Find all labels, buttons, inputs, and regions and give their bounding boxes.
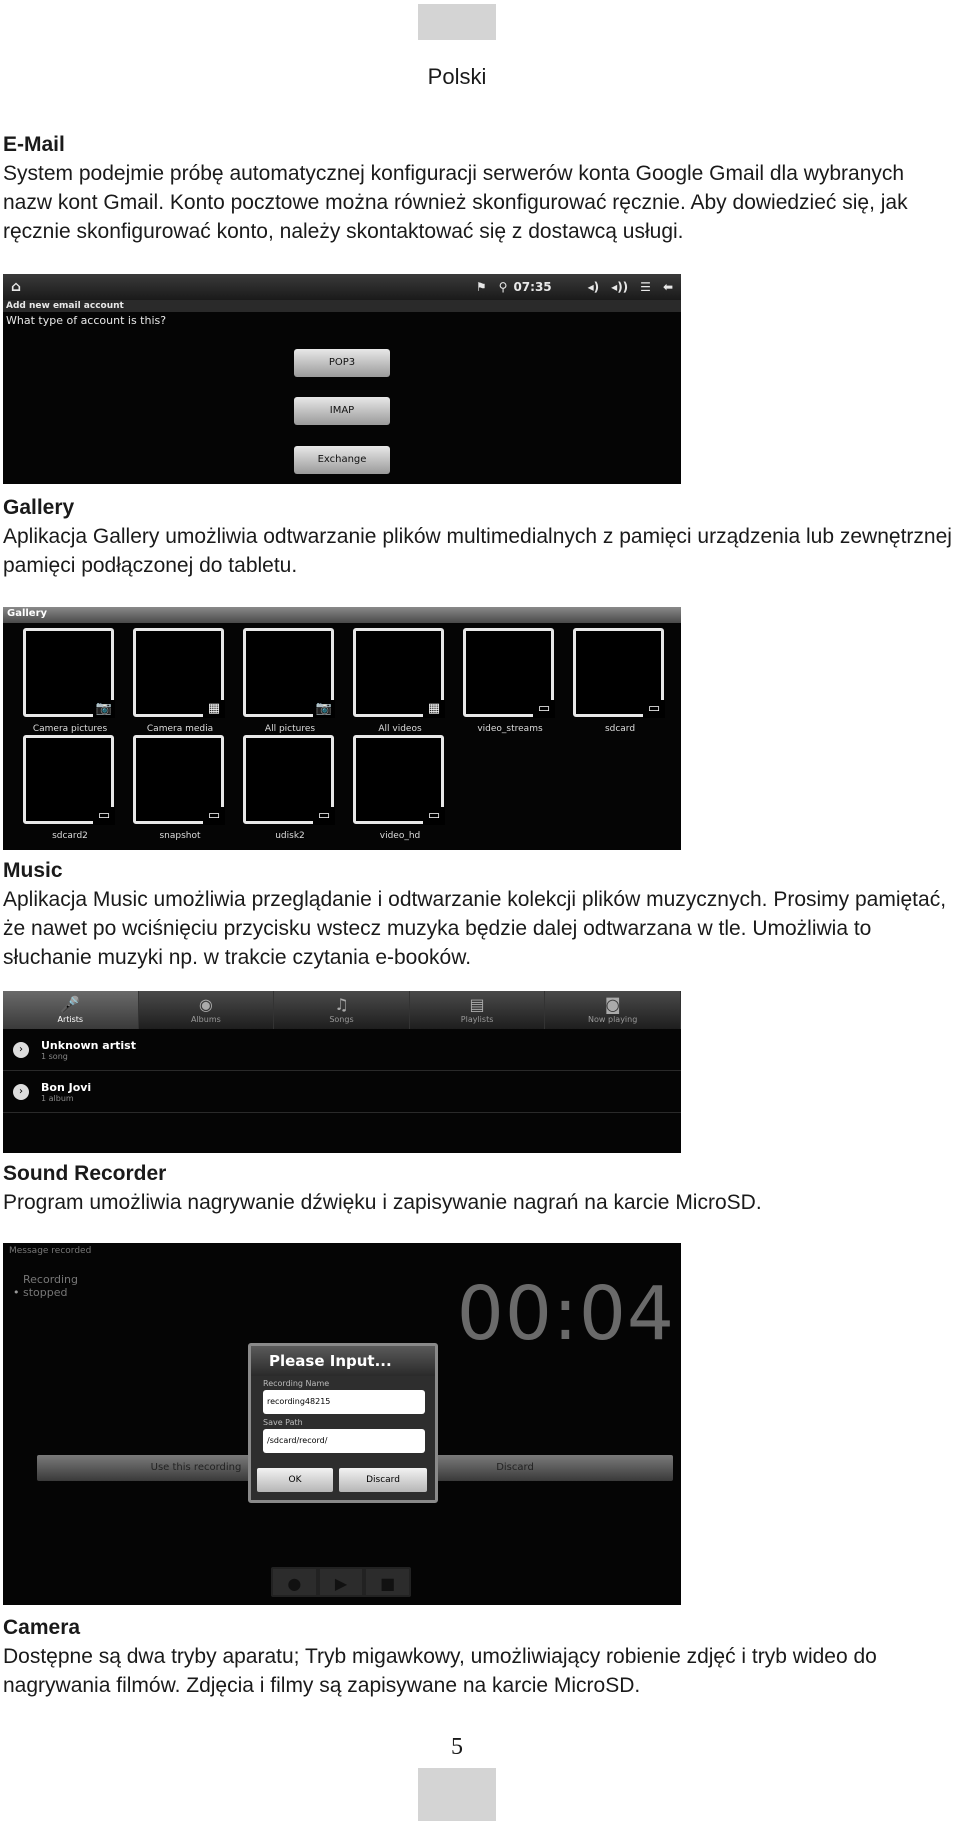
tab-label: Now playing (588, 1015, 638, 1024)
gallery-title-bar: Gallery (3, 607, 681, 623)
gallery-album-tile[interactable] (23, 735, 114, 824)
recorder-body: Program umożliwia nagrywanie dźwięku i zapisywanie nagrań na karcie MicroSD. (3, 1191, 762, 1214)
music-tab-bar (3, 991, 681, 1029)
page-number: 5 (451, 1734, 463, 1760)
gallery-album-label: Camera media (146, 724, 214, 734)
tab-songs[interactable] (274, 991, 410, 1029)
email-heading: E-Mail (3, 133, 65, 156)
signal-icon: ⚑ (475, 280, 487, 294)
gallery-album-tile[interactable] (23, 628, 114, 717)
expand-arrow-icon: › (13, 1084, 29, 1100)
tab-now-playing[interactable] (545, 991, 681, 1029)
use-recording-button[interactable]: Use this recording (37, 1455, 355, 1481)
menu-icon[interactable]: ☰ (640, 280, 651, 294)
camera-body: Dostępne są dwa tryby aparatu; Tryb migawkowy, umożliwiający robienie zdjęć i tryb wideo do nagrywania filmów. Zdjęcia i filmy są zapisywane na karcie MicroSD. (3, 1645, 877, 1697)
folder-icon: ▭ (423, 807, 445, 825)
discard-bar-button[interactable]: Discard (357, 1455, 673, 1481)
email-section (3, 131, 958, 246)
play-icon[interactable]: ▶ (320, 1569, 363, 1595)
home-icon[interactable]: ⌂ (11, 279, 22, 295)
gallery-album-label: sdcard2 (52, 831, 88, 841)
camera-icon: 📷 (93, 700, 115, 718)
save-path-input[interactable]: /sdcard/record/ (263, 1429, 425, 1453)
film-icon: ▦ (423, 700, 445, 718)
tab-label: Songs (329, 1015, 354, 1024)
recorder-section (3, 1160, 958, 1217)
pop3-button[interactable]: POP3 (294, 349, 390, 377)
folder-icon: ▭ (203, 807, 225, 825)
camera-section (3, 1614, 958, 1700)
recording-name-label: Recording Name (263, 1379, 330, 1388)
gallery-album-label: Camera pictures (32, 724, 108, 734)
tab-playlists[interactable] (410, 991, 546, 1029)
artist-count: 1 album (41, 1093, 74, 1103)
music-heading: Music (3, 859, 63, 882)
gallery-album-tile[interactable] (243, 735, 334, 824)
stop-icon[interactable]: ■ (366, 1569, 409, 1595)
email-body: System podejmie próbę automatycznej konfiguracji serwerów konta Google Gmail dla wybranych nazw kont Gmail. Konto pocztowe można również skonfigurować ręcznie. Aby dowiedzieć się, jak ręcznie skonfigurować konto, należy skontaktować się z dostawcą usługi. (3, 162, 908, 243)
note-icon: ♫ (334, 995, 349, 1014)
recorder-title: Message recorded (9, 1246, 92, 1256)
tab-label: Albums (190, 1015, 221, 1024)
recording-status: • Recording stopped (13, 1273, 93, 1299)
gallery-heading: Gallery (3, 496, 75, 519)
dialog-discard-button[interactable]: Discard (339, 1468, 427, 1492)
tab-label: Artists (57, 1015, 84, 1024)
recorder-controls (271, 1567, 411, 1597)
gallery-album-label: sdcard (604, 724, 636, 734)
music-body: Aplikacja Music umożliwia przeglądanie i odtwarzanie kolekcji plików muzycznych. Prosimy pamiętać, że nawet po wciśnięciu przycisku wstecz muzyka będzie dalej odtwarzana w tle. Umożliwia to słuchanie muzyki np. w trakcie czytania e-booków. (3, 888, 947, 969)
status-bar (3, 274, 681, 300)
usb-icon: ⚲ (498, 280, 508, 294)
gallery-album-tile[interactable] (573, 628, 664, 717)
language-header: Polski (427, 64, 487, 89)
artist-count: 1 song (41, 1051, 68, 1061)
list-item[interactable] (3, 1029, 681, 1071)
recorder-screenshot (3, 1243, 681, 1605)
gallery-album-label: udisk2 (275, 831, 305, 841)
gallery-album-label: video_hd (379, 831, 421, 841)
gallery-album-tile[interactable] (243, 628, 334, 717)
gallery-body: Aplikacja Gallery umożliwia odtwarzanie plików multimedialnych z pamięci urządzenia lub zewnętrznej pamięci podłączonej do tabletu. (3, 525, 952, 577)
expand-arrow-icon: › (13, 1042, 29, 1058)
music-section (3, 857, 958, 972)
save-path-label: Save Path (263, 1418, 303, 1427)
clock: 07:35 (513, 280, 552, 294)
gallery-album-tile[interactable] (133, 628, 224, 717)
camera-icon: 📷 (313, 700, 335, 718)
screen-title: Add new email account (3, 300, 681, 312)
list-item[interactable] (3, 1071, 681, 1113)
music-screenshot (3, 991, 681, 1153)
recording-timer: 00:04 (456, 1271, 675, 1357)
screen-question: What type of account is this? (6, 314, 167, 327)
gallery-album-tile[interactable] (353, 628, 444, 717)
microphone-icon: 🎤 (60, 995, 81, 1014)
now-playing-icon: ◙ (604, 995, 621, 1014)
folder-icon: ▭ (313, 807, 335, 825)
tab-label: Playlists (460, 1015, 494, 1024)
album-icon: ◉ (198, 995, 213, 1014)
gallery-album-tile[interactable] (353, 735, 444, 824)
artist-name: Unknown artist (41, 1038, 136, 1052)
folder-icon: ▭ (93, 807, 115, 825)
gallery-album-label: All pictures (264, 724, 316, 734)
exchange-button[interactable]: Exchange (294, 446, 390, 474)
artist-name: Bon Jovi (41, 1080, 92, 1094)
imap-button[interactable]: IMAP (294, 397, 390, 425)
record-icon[interactable]: ● (273, 1569, 316, 1595)
gallery-album-label: video_streams (477, 724, 543, 734)
dialog-title: Please Input... (251, 1346, 435, 1376)
input-dialog (248, 1343, 438, 1503)
ok-button[interactable]: OK (257, 1468, 333, 1492)
top-tab-marker (418, 4, 496, 40)
recording-status-text: Recording stopped (23, 1273, 79, 1299)
volume-down-icon[interactable]: ◂) (587, 280, 600, 294)
gallery-album-tile[interactable] (133, 735, 224, 824)
film-icon: ▦ (203, 700, 225, 718)
bottom-tab-marker (418, 1768, 496, 1821)
folder-icon: ▭ (533, 700, 555, 718)
gallery-album-label: snapshot (159, 831, 201, 841)
tab-artists[interactable] (3, 991, 139, 1029)
gallery-album-tile[interactable] (463, 628, 554, 717)
gallery-section (3, 494, 958, 580)
back-icon[interactable]: ⬅ (662, 280, 673, 294)
recording-name-input[interactable]: recording48215 (263, 1390, 425, 1414)
folder-icon: ▭ (643, 700, 665, 718)
list-icon: ▤ (469, 995, 485, 1014)
gallery-screenshot (3, 607, 681, 850)
tab-albums[interactable] (139, 991, 275, 1029)
recorder-heading: Sound Recorder (3, 1162, 167, 1185)
camera-heading: Camera (3, 1616, 81, 1639)
email-screenshot (3, 274, 681, 484)
gallery-album-label: All videos (378, 724, 422, 734)
volume-up-icon[interactable]: ◂)) (611, 280, 629, 294)
